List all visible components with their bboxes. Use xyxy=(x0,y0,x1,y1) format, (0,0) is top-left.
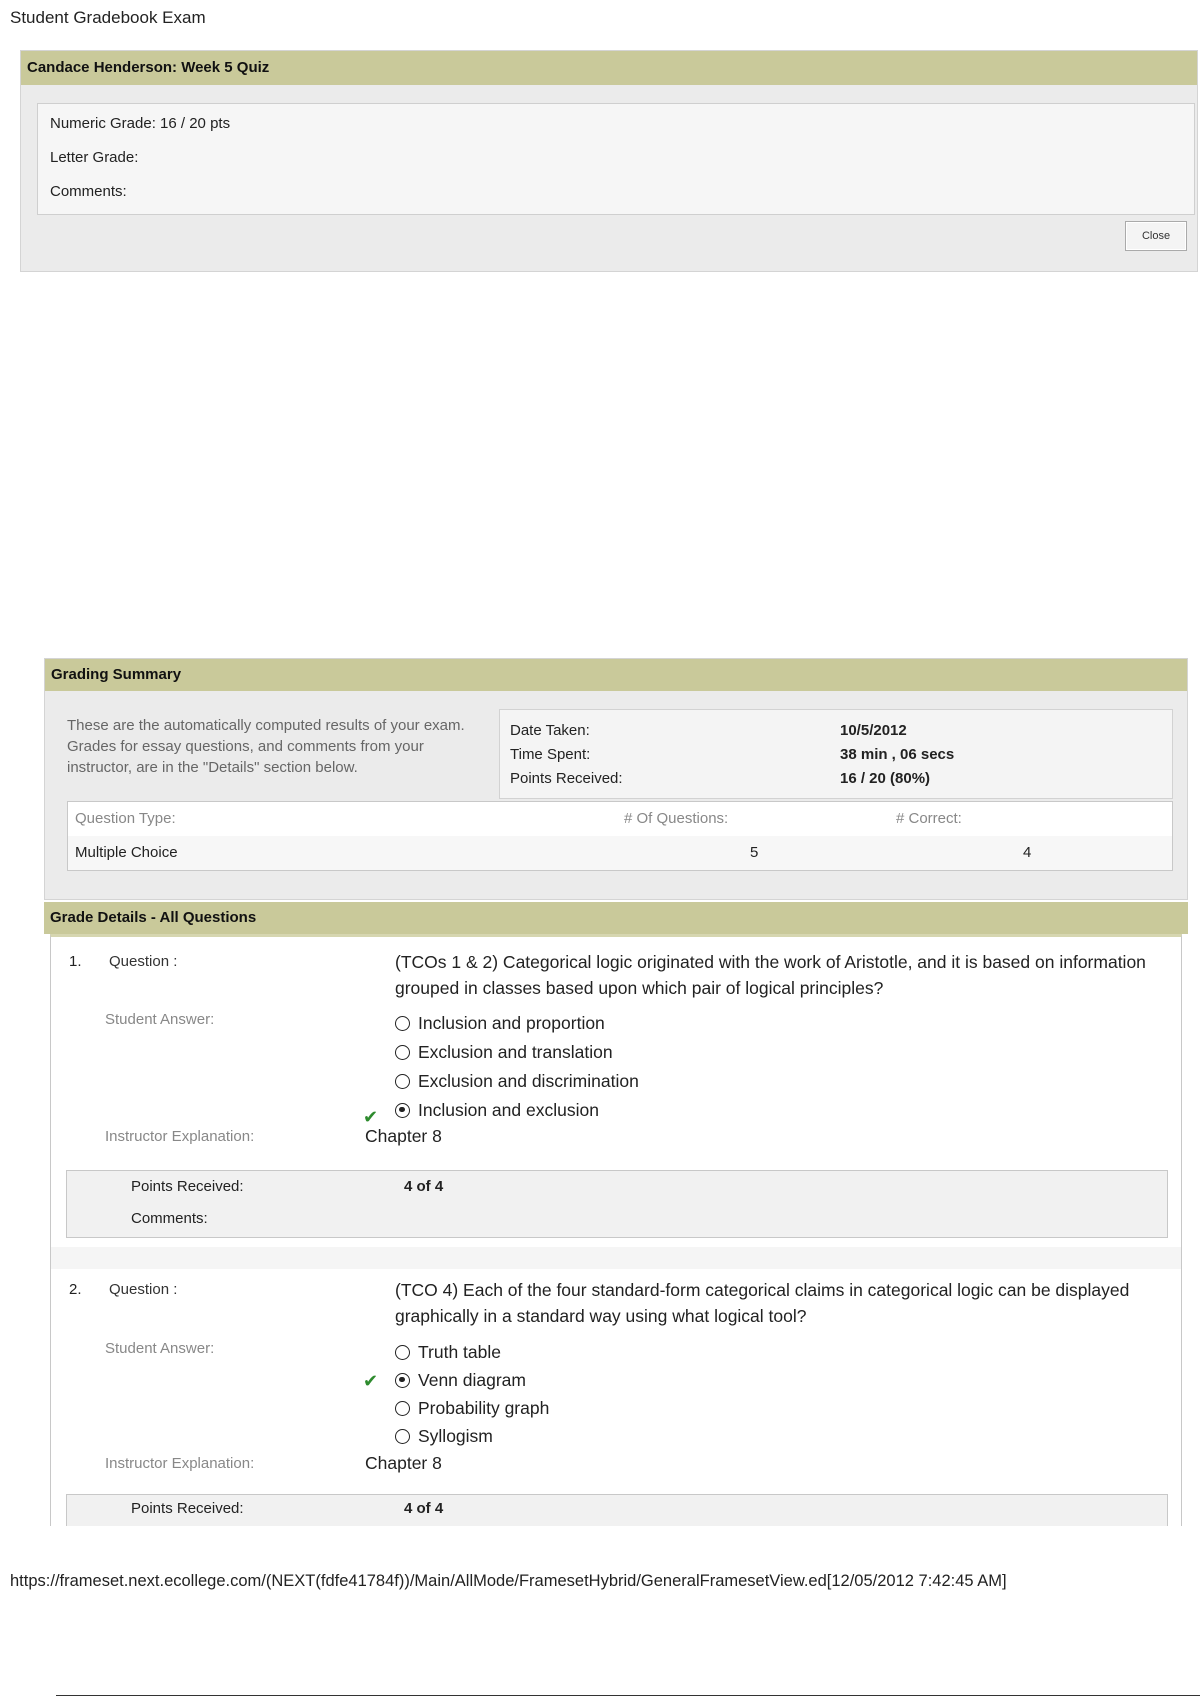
radio-selected-icon[interactable] xyxy=(395,1373,410,1388)
cell-num-correct: 4 xyxy=(1023,844,1032,861)
grade-comments: Comments: xyxy=(50,183,127,200)
instructor-explanation: Chapter 8 xyxy=(365,1126,442,1146)
answer-option[interactable] xyxy=(395,1067,639,1095)
radio-unselected-icon[interactable] xyxy=(395,1429,410,1444)
question-1 xyxy=(51,937,1181,1267)
radio-selected-icon[interactable] xyxy=(395,1103,410,1118)
close-button[interactable]: Close xyxy=(1125,221,1187,251)
answer-option-label: Inclusion and proportion xyxy=(418,1013,605,1033)
question-number: 2. xyxy=(69,1281,82,1298)
question-label: Question : xyxy=(109,1281,178,1298)
points-box xyxy=(66,1494,1168,1526)
instructor-explanation-label: Instructor Explanation: xyxy=(105,1455,255,1472)
grade-details-panel xyxy=(50,934,1182,1526)
grading-summary xyxy=(44,658,1188,900)
answer-option-selected[interactable] xyxy=(395,1366,526,1394)
answer-option-label: Venn diagram xyxy=(418,1370,526,1390)
answer-option[interactable] xyxy=(395,1338,501,1366)
table-row xyxy=(68,836,1172,870)
student-answer-label: Student Answer: xyxy=(105,1340,215,1357)
numeric-grade: Numeric Grade: 16 / 20 pts xyxy=(50,115,231,132)
answer-option-label: Exclusion and translation xyxy=(418,1042,613,1062)
grade-card xyxy=(20,50,1198,272)
summary-stats xyxy=(499,709,1173,799)
question-text: (TCO 4) Each of the four standard-form categorical claims in categorical logic can be displayed graphically in a standard way using what logical tool? xyxy=(395,1280,1130,1326)
radio-unselected-icon[interactable] xyxy=(395,1045,410,1060)
points-received-value: 4 of 4 xyxy=(404,1500,444,1517)
answer-option[interactable] xyxy=(395,1009,605,1037)
radio-unselected-icon[interactable] xyxy=(395,1401,410,1416)
question-number: 1. xyxy=(69,953,82,970)
instructor-explanation: Chapter 8 xyxy=(365,1453,442,1473)
header-num-correct: # Correct: xyxy=(896,810,962,827)
letter-grade: Letter Grade: xyxy=(50,149,139,166)
points-box xyxy=(66,1170,1168,1238)
radio-unselected-icon[interactable] xyxy=(395,1074,410,1089)
comments-label: Comments: xyxy=(131,1210,208,1227)
correct-check-icon: ✔ xyxy=(363,1371,379,1391)
answer-option-label: Probability graph xyxy=(418,1398,550,1418)
table-header xyxy=(68,802,1172,837)
grade-card-title: Candace Henderson: Week 5 Quiz xyxy=(21,51,1197,85)
answer-option-label: Inclusion and exclusion xyxy=(418,1100,599,1120)
time-spent-value: 38 min , 06 secs xyxy=(840,746,955,763)
answer-option-label: Syllogism xyxy=(418,1426,493,1446)
question-text: (TCOs 1 & 2) Categorical logic originated with the work of Aristotle, and it is based on information grouped in classes based upon which pair of logical principles? xyxy=(395,952,1146,998)
header-question-type: Question Type: xyxy=(75,810,176,827)
radio-unselected-icon[interactable] xyxy=(395,1345,410,1360)
points-received-label: Points Received: xyxy=(131,1500,244,1517)
summary-description: These are the automatically computed results of your exam. Grades for essay questions, and comments from your instructor, are in the "Details" section below. xyxy=(67,717,465,776)
answer-option[interactable] xyxy=(395,1394,549,1422)
answer-option[interactable] xyxy=(395,1038,613,1066)
cell-question-type: Multiple Choice xyxy=(75,844,178,861)
answer-option-label: Exclusion and discrimination xyxy=(418,1071,639,1091)
grade-info-panel xyxy=(37,103,1195,215)
points-received-value: 4 of 4 xyxy=(404,1178,444,1195)
student-answer-label: Student Answer: xyxy=(105,1011,215,1028)
question-separator xyxy=(51,1247,1181,1269)
question-label: Question : xyxy=(109,953,178,970)
header-num-questions: # Of Questions: xyxy=(624,810,729,827)
divider xyxy=(56,1695,1200,1696)
answer-option-selected[interactable] xyxy=(395,1096,599,1124)
points-received-label: Points Received: xyxy=(510,770,623,787)
question-type-table xyxy=(67,801,1173,871)
time-spent-label: Time Spent: xyxy=(510,746,591,763)
page-url: https://frameset.next.ecollege.com/(NEXT(fdfe41784f))/Main/AllMode/FramesetHybrid/GeneralFramesetView.ed[12/05/2012 7:42:45 AM] xyxy=(10,1572,1007,1590)
question-2 xyxy=(51,1267,1181,1526)
cell-num-questions: 5 xyxy=(750,844,759,861)
instructor-explanation-label: Instructor Explanation: xyxy=(105,1128,255,1145)
points-received-label: Points Received: xyxy=(131,1178,244,1195)
date-taken-label: Date Taken: xyxy=(510,722,590,739)
date-taken-value: 10/5/2012 xyxy=(840,722,907,739)
radio-unselected-icon[interactable] xyxy=(395,1016,410,1031)
answer-option-label: Truth table xyxy=(418,1342,502,1362)
correct-check-icon: ✔ xyxy=(363,1107,379,1127)
answer-option[interactable] xyxy=(395,1422,493,1450)
grade-details-title: Grade Details - All Questions xyxy=(44,902,1188,934)
grading-summary-title: Grading Summary xyxy=(45,659,1187,691)
points-received-value: 16 / 20 (80%) xyxy=(840,770,931,787)
page-heading: Student Gradebook Exam xyxy=(10,8,206,27)
